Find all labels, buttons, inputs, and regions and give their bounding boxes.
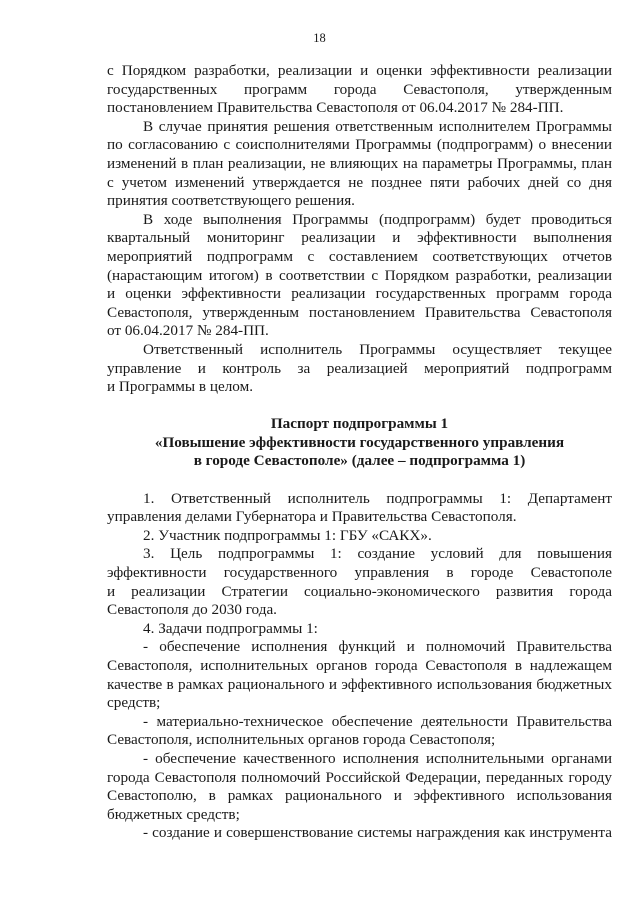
document-body [107, 62, 612, 843]
passport-item [107, 490, 612, 527]
text-line: - обеспечение качественного исполнения исполнительными органами [143, 749, 612, 767]
paragraph [107, 118, 612, 211]
text-line: 2. Участник подпрограммы 1: ГБУ «САКХ». [143, 526, 432, 544]
text-line: мероприятий подпрограмм с составлением соответствующих отчетов [107, 247, 612, 265]
text-line: и оценки эффективности реализации государственных программ города [107, 285, 612, 303]
section-heading [107, 415, 612, 471]
text-line: государственных программ города Севастополя, утвержденным [107, 80, 612, 98]
text-line: В ходе выполнения Программы (подпрограмм) будет проводиться [143, 210, 612, 228]
text-line: - создание и совершенствование системы награждения как инструмента [143, 824, 612, 842]
text-line: средств; [107, 694, 161, 712]
paragraph [107, 211, 612, 341]
heading-line: в городе Севастополе» (далее – подпрограмма 1) [193, 452, 526, 470]
paragraph [107, 62, 612, 118]
text-line: 4. Задачи подпрограммы 1: [143, 619, 318, 637]
text-line: - обеспечение исполнения функций и полномочий Правительства [143, 638, 612, 656]
task-item [107, 713, 612, 750]
text-line: Севастополя, исполнительных органов города Севастополя в надлежащем [107, 657, 612, 674]
text-line: (нарастающим итогом) в соответствии с Порядком разработки, реализации [107, 266, 612, 284]
text-line: Севастополю, в рамках рационального и эффективного использования [107, 787, 612, 805]
text-line: В случае принятия решения ответственным исполнителем Программы [143, 117, 612, 135]
task-item [107, 750, 612, 824]
text-line: бюджетных средств; [107, 805, 240, 823]
text-line: управление и контроль за реализацией мероприятий подпрограмм [107, 359, 612, 377]
text-line: постановлением Правительства Севастополя от 06.04.2017 № 284-ПП. [107, 99, 564, 117]
text-line: и реализации Стратегии социально-экономического развития города [107, 582, 612, 600]
heading-line: «Повышение эффективности государственного управления [154, 433, 565, 451]
text-line: по согласованию с соисполнителями Программы (подпрограмм) о внесении [107, 136, 612, 154]
text-line: Ответственный исполнитель Программы осуществляет текущее [143, 340, 612, 358]
passport-item [107, 545, 612, 619]
text-line: качестве в рамках рационального и эффективного использования бюджетных [107, 675, 612, 693]
text-line: квартальный мониторинг реализации и эффективности выполнения [107, 229, 612, 247]
spacer [107, 397, 612, 416]
heading-line: Паспорт подпрограммы 1 [270, 415, 449, 433]
paragraph [107, 341, 612, 397]
spacer [107, 471, 612, 490]
task-item [107, 638, 612, 712]
text-line: с учетом изменений утверждается не позднее пяти рабочих дней со дня [107, 173, 612, 191]
text-line: с Порядком разработки, реализации и оценки эффективности реализации [107, 62, 612, 79]
passport-item [107, 527, 612, 546]
text-line: эффективности государственного управления в городе Севастополе [107, 564, 612, 582]
task-item [107, 824, 612, 843]
text-line: и Программы в целом. [107, 378, 253, 396]
text-line: принятия соответствующего решения. [107, 192, 355, 210]
text-line: управления делами Губернатора и Правительства Севастополя. [107, 508, 517, 526]
text-line: Севастополя, утвержденным постановлением Правительства Севастополя [107, 303, 612, 321]
text-line: Севастополя, исполнительных органов города Севастополя; [107, 731, 496, 749]
text-line: от 06.04.2017 № 284-ПП. [107, 322, 269, 340]
text-line: - материально-техническое обеспечение деятельности Правительства [143, 712, 612, 730]
text-line: изменений в план реализации, не влияющих на параметры Программы, план [107, 154, 612, 172]
page-number: 18 [313, 31, 326, 45]
text-line: 3. Цель подпрограммы 1: создание условий для повышения [143, 545, 612, 563]
text-line: 1. Ответственный исполнитель подпрограммы 1: Департамент [143, 489, 612, 507]
text-line: Севастополя до 2030 года. [107, 601, 277, 619]
passport-item [107, 620, 612, 639]
text-line: города Севастополя полномочий Российской Федерации, переданных городу [107, 768, 612, 786]
